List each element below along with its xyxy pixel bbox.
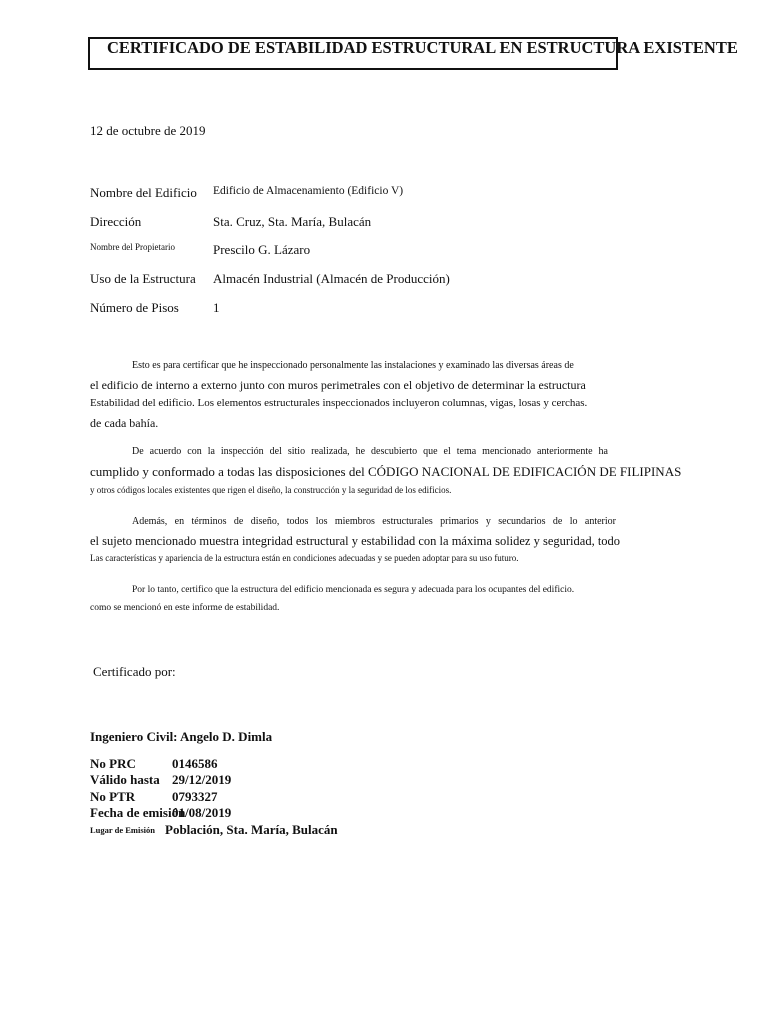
field-value-address: Sta. Cruz, Sta. María, Bulacán <box>213 214 372 229</box>
paragraph-1-line-1: Esto es para certificar que he inspeccionado personalmente las instalaciones y examinado las diversas áreas de <box>132 360 574 371</box>
credential-value-issue-date: 01/08/2019 <box>172 805 232 820</box>
field-value-floors: 1 <box>213 300 220 315</box>
credential-value-ptr: 0793327 <box>172 789 218 804</box>
document-title: CERTIFICADO DE ESTABILIDAD ESTRUCTURAL EN ESTRUCTURA EXISTENTE <box>107 38 738 57</box>
field-label-owner: Nombre del Propietario <box>90 242 175 252</box>
issue-place-label: Lugar de Emisión <box>90 825 156 835</box>
credential-label-prc: No PRC <box>90 756 136 771</box>
field-label-use: Uso de la Estructura <box>90 271 196 286</box>
field-label-address: Dirección <box>90 214 142 229</box>
field-label-building-name: Nombre del Edificio <box>90 185 197 200</box>
credential-label-issue-date: Fecha de emisión <box>90 805 186 820</box>
paragraph-1-line-3: Estabilidad del edificio. Los elementos estructurales inspeccionados incluyeron columnas, vigas, losas y cerchas. <box>90 397 588 409</box>
issue-place-value: Población, Sta. María, Bulacán <box>165 822 338 837</box>
credential-label-ptr: No PTR <box>90 789 136 804</box>
paragraph-2-line-3: y otros códigos locales existentes que rigen el diseño, la construcción y la seguridad de los edificios. <box>90 485 452 495</box>
credential-value-valid-until: 29/12/2019 <box>172 772 232 787</box>
credential-value-prc: 0146586 <box>172 756 218 771</box>
paragraph-2-line-2: cumplido y conformado a todas las disposiciones del CÓDIGO NACIONAL DE EDIFICACIÓN DE FILIPINAS <box>90 464 682 479</box>
credential-label-valid-until: Válido hasta <box>90 772 160 787</box>
field-value-owner: Prescilo G. Lázaro <box>213 242 311 257</box>
paragraph-4-line-1: Por lo tanto, certifico que la estructura del edificio mencionada es segura y adecuada para los ocupantes del edificio. <box>132 585 575 595</box>
field-label-floors: Número de Pisos <box>90 300 179 315</box>
document-date: 12 de octubre de 2019 <box>90 123 206 138</box>
field-value-use: Almacén Industrial (Almacén de Producción) <box>213 271 450 286</box>
field-value-building-name: Edificio de Almacenamiento (Edificio V) <box>213 185 404 197</box>
paragraph-1-line-4: de cada bahía. <box>90 416 159 430</box>
paragraph-4-line-2: como se mencionó en este informe de estabilidad. <box>90 603 280 613</box>
paragraph-3-line-1: Además, en términos de diseño, todos los miembros estructurales primarios y secundarios de lo anterior <box>132 516 616 527</box>
certified-by-label: Certificado por: <box>93 664 176 679</box>
paragraph-2-line-1: De acuerdo con la inspección del sitio realizada, he descubierto que el tema mencionado anteriormente ha <box>132 446 608 457</box>
paragraph-3-line-2: el sujeto mencionado muestra integridad estructural y estabilidad con la máxima solidez y seguridad, todo <box>90 534 621 548</box>
engineer-name: Ingeniero Civil: Angelo D. Dimla <box>90 729 273 744</box>
paragraph-1-line-2: el edificio de interno a externo junto con muros perimetrales con el objetivo de determinar la estructura <box>90 378 586 392</box>
paragraph-3-line-3: Las características y apariencia de la estructura están en condiciones adecuadas y se pueden adoptar para su uso futuro. <box>90 553 519 563</box>
